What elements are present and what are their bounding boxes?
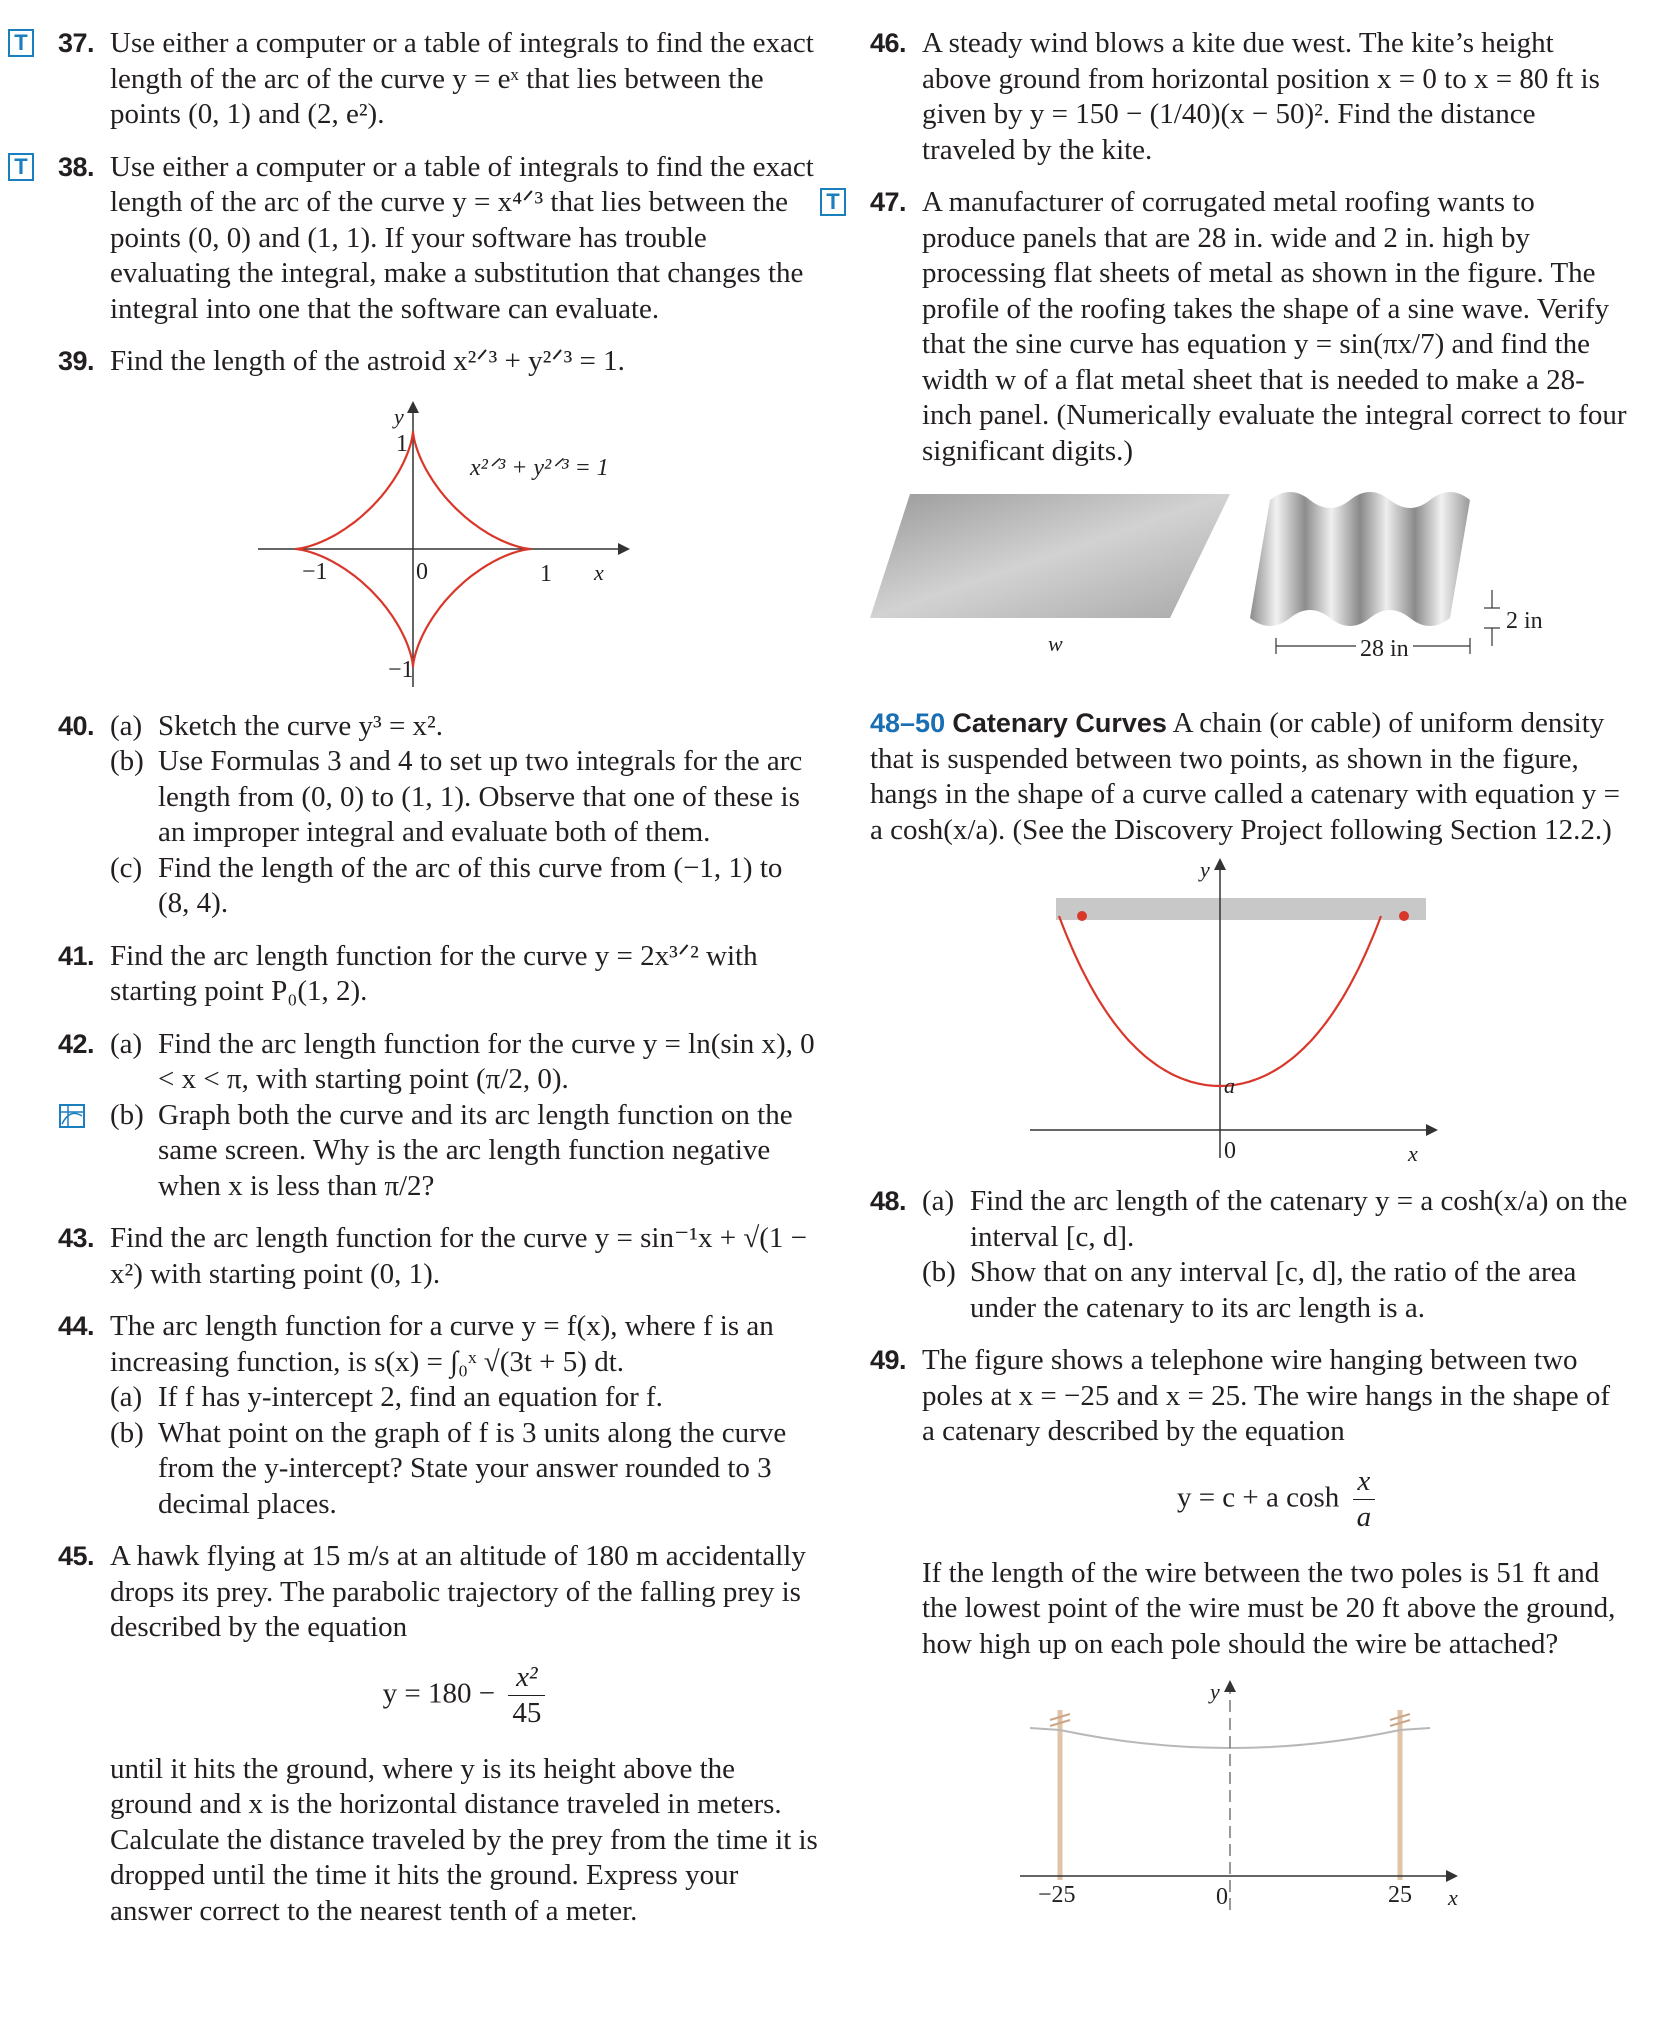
part-text: Graph both the curve and its arc length function on the same screen. Why is the arc length function negative when x is less than π/2? [158,1098,793,1202]
astroid-equation-label: x²ᐟ³ + y²ᐟ³ = 1 [470,454,609,481]
part-b [110,1416,818,1523]
w-label: w [1048,631,1063,656]
tick-right: 25 [1388,1882,1412,1908]
fraction-denominator: a [1356,1501,1372,1533]
part-text: Use Formulas 3 and 4 to set up two integrals for the arc length from (0, 0) to (1, 1). Observe that one of these is an improper integral and evaluate both of them. [158,745,803,848]
telephone-wire-graph [870,1680,1630,1920]
fraction-denominator: 45 [512,1697,542,1729]
part-text: Find the arc length of the catenary y = a cosh(x/a) on the interval [c, d]. [970,1185,1628,1253]
corrugated-panel [1250,492,1470,626]
part-c [110,851,818,922]
part-a [922,1184,1630,1255]
part-label: (a) [922,1185,955,1217]
tick-y-top: 1 [396,430,408,457]
astroid-figure [58,397,818,697]
problem-number: 46. [870,28,907,58]
problem-number: 41. [58,940,95,971]
origin-label: 0 [1216,1884,1228,1910]
problem-number: 47. [870,187,907,217]
technology-marker-icon: T [820,188,846,216]
origin-label: 0 [1224,1138,1236,1164]
part-label: (b) [110,1098,144,1131]
catenary-figure [870,858,1630,1168]
problem-number: 44. [58,1311,95,1341]
y-axis-arrow-icon [1224,1680,1236,1692]
problem-45 [58,1539,818,1929]
problem-text: Use either a computer or a table of integrals to find the exact length of the arc of the curve y = eˣ that lies between the points (0, 1) and (2, e²). [110,27,814,130]
problem-number: 40. [58,710,95,741]
part-label: (c) [110,851,143,884]
astroid-graph [58,397,818,697]
part-a [110,1380,818,1416]
tick-x-left: −1 [302,558,328,585]
technology-marker-icon: T [8,29,34,57]
technology-marker-icon: T [8,153,34,181]
part-a [110,1027,818,1098]
problem-43 [58,1221,818,1292]
right-column [826,26,1630,1920]
fraction [508,1660,545,1732]
x-axis-label: x [1448,1885,1458,1910]
fraction [1353,1464,1376,1536]
right-anchor-point [1399,911,1409,921]
problem-text: Find the length of the astroid x²ᐟ³ + y²ᐟ³ = 1. [110,345,625,377]
tick-left: −25 [1038,1882,1076,1908]
problem-text: A steady wind blows a kite due west. The kite’s height above ground from horizontal position x = 0 to x = 80 ft is given by y = 150 − (1/40)(x − 50)². Find the distance traveled by the kite. [922,27,1600,166]
problem-text: Find the arc length function for the curve y = sin⁻¹x + √(1 − x²) with starting point (0, 1). [110,1222,808,1290]
x-axis-label: x [594,559,604,585]
origin-label: 0 [416,558,428,585]
problem-38 [14,150,818,328]
part-label: (b) [922,1256,956,1288]
problem-number: 43. [58,1223,95,1253]
part-label: (a) [110,1381,143,1413]
fraction-numerator: x² [508,1660,545,1697]
problem-text-continued: If the length of the wire between the two poles is 51 ft and the lowest point of the wire must be 20 ft above the ground, how high up on each pole should the wire be attached? [922,1556,1616,1660]
part-a [110,709,818,745]
problem-text: Find the arc length function for the curve y = 2x³ᐟ² with starting point P₀(1, 2). [110,939,758,1007]
y-axis-label: y [1200,857,1210,882]
problem-41 [58,939,818,1010]
part-b [110,1098,818,1205]
section-range: 48–50 [870,708,946,738]
section-title: Catenary Curves [952,708,1167,738]
part-label: (a) [110,1027,143,1060]
left-column [14,26,818,1946]
width-label: 28 in [1356,632,1413,668]
equation [110,1660,818,1732]
problem-37 [14,26,818,133]
equation [922,1464,1630,1536]
part-b [922,1255,1630,1326]
support-beam [1056,898,1426,920]
telephone-wire-figure [870,1680,1630,1920]
y-axis-arrow-icon [1214,858,1226,870]
y-axis-label: y [394,403,404,429]
part-text: Sketch the curve y³ = x². [158,709,444,742]
problem-42 [58,1027,818,1205]
metal-sheet-figure [870,486,1630,686]
equation-lhs: y = c + a cosh [1176,1481,1340,1514]
section-text: A chain (or cable) of uniform density that is suspended between two points, as shown in the figure, hangs in the shape of a curve called a catenary with equation y = a cosh(x/a). (See the Discovery Project following Section 12.2.) [870,707,1620,846]
problem-number: 49. [870,1345,907,1375]
part-text: If f has y-intercept 2, find an equation for f. [158,1381,663,1413]
part-text: Show that on any interval [c, d], the ratio of the area under the catenary to its arc length is a. [970,1256,1577,1324]
problem-number: 39. [58,346,95,376]
flat-metal-sheet [870,494,1230,618]
x-axis-label: x [1408,1141,1418,1166]
equation-lhs: y = 180 − [382,1677,496,1710]
problem-number: 37. [58,28,95,58]
part-label: (b) [110,1416,144,1449]
problem-number: 42. [58,1028,95,1059]
part-label: (a) [110,709,143,742]
problem-text: A hawk flying at 15 m/s at an altitude of 180 m accidentally drops its prey. The parabolic trajectory of the falling prey is described by the equation [110,1540,806,1643]
problem-text: A manufacturer of corrugated metal roofing wants to produce panels that are 28 in. wide and 2 in. high by processing flat sheets of metal as shown in the figure. The profile of the roofing takes the shape of a sine wave. Verify that the sine curve has equation y = sin(πx/7) and find the width w of a flat metal sheet that is needed to make a 28-inch panel. (Numerically evaluate the integral correct to four significant digits.) [922,186,1627,467]
problem-text: The figure shows a telephone wire hanging between two poles at x = −25 and x = 25. The wire hangs in the shape of a catenary described by the equation [922,1344,1610,1447]
catenary-intro [870,706,1630,848]
y-axis-arrow-icon [407,401,419,413]
metal-sheet-graphic [870,486,1630,686]
problem-text-continued: until it hits the ground, where y is its height above the ground and x is the horizontal distance traveled in meters. Calculate the distance traveled by the prey from the time it is dropped until the time it hits the ground. Express your answer correct to the nearest tenth of a meter. [110,1752,818,1927]
fraction-numerator: x [1353,1464,1376,1501]
problem-48 [870,1184,1630,1326]
a-label: a [1224,1073,1235,1098]
graphing-device-icon [58,1102,86,1130]
problem-49 [870,1343,1630,1662]
tick-y-bottom: −1 [388,656,414,683]
problem-39 [58,344,818,380]
problem-text: The arc length function for a curve y = f(x), where f is an increasing function, is s(x) = ∫₀ˣ √(3t + 5) dt. [110,1310,774,1378]
x-axis-arrow-icon [1426,1124,1438,1136]
part-label: (b) [110,745,144,777]
problem-40 [58,709,818,922]
y-axis-label: y [1210,1679,1220,1704]
problem-47 [826,185,1630,469]
part-text: Find the length of the arc of this curve from (−1, 1) to (8, 4). [158,851,783,919]
catenary-graph [870,858,1630,1168]
part-text: Find the arc length function for the curve y = ln(sin x), 0 < x < π, with starting point (π/2, 0). [158,1027,815,1095]
height-label: 2 in [1506,608,1543,634]
part-text: What point on the graph of f is 3 units along the curve from the y-intercept? State your answer rounded to 3 decimal places. [158,1416,787,1520]
left-anchor-point [1077,911,1087,921]
part-b [110,744,818,851]
problem-text: Use either a computer or a table of integrals to find the exact length of the arc of the curve y = x⁴ᐟ³ that lies between the points (0, 0) and (1, 1). If your software has trouble evaluating the integral, make a substitution that changes the integral into one that the software can evaluate. [110,150,814,325]
problem-46 [870,26,1630,168]
x-axis-arrow-icon [618,543,630,555]
problem-number: 45. [58,1541,95,1571]
tick-x-right: 1 [540,560,552,587]
problem-44 [58,1309,818,1522]
problem-number: 38. [58,151,95,182]
problem-number: 48. [870,1186,907,1216]
